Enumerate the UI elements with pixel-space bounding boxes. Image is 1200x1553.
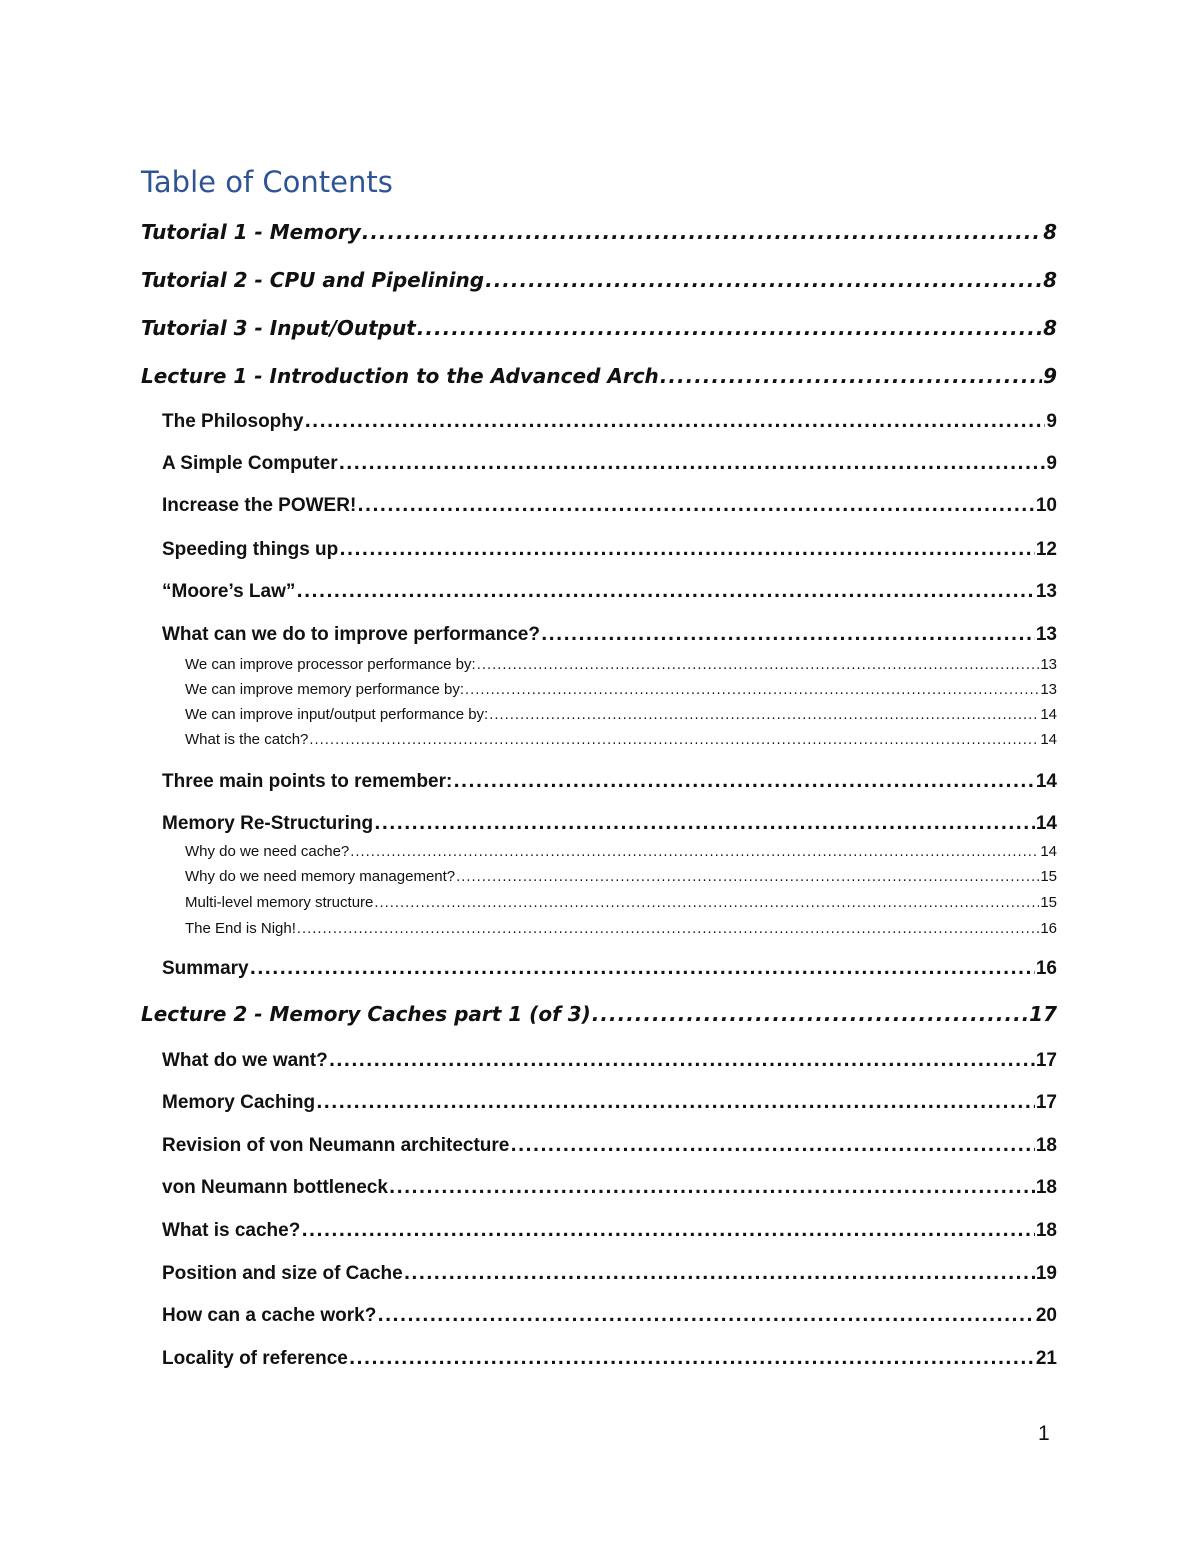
toc-entry[interactable] xyxy=(185,706,1057,724)
toc-entry[interactable] xyxy=(162,1348,1057,1372)
toc-entry-label: von Neumann bottleneck xyxy=(162,1177,388,1198)
toc-entry-label: We can improve input/output performance by: xyxy=(185,706,489,723)
toc-entry-page: 8 xyxy=(1043,316,1057,340)
toc-entry-page: 16 xyxy=(1040,920,1057,937)
toc-entry-label: Tutorial 3 - Input/Output xyxy=(141,316,416,340)
toc-entry[interactable] xyxy=(162,1177,1057,1201)
toc-leader-dots xyxy=(309,733,1039,748)
toc-entry-page: 15 xyxy=(1040,868,1057,885)
toc-entry-label: Multi-level memory structure xyxy=(185,894,374,911)
toc-entry[interactable] xyxy=(162,813,1057,837)
toc-entry-label: The Philosophy xyxy=(162,411,304,432)
toc-leader-dots xyxy=(404,1264,1035,1284)
toc-entry-label: Lecture 2 - Memory Caches part 1 (of 3) xyxy=(141,1002,591,1026)
toc-entry-page: 14 xyxy=(1040,706,1057,723)
toc-leader-dots xyxy=(377,1306,1035,1326)
toc-entry-page: 14 xyxy=(1040,843,1057,860)
toc-entry-page: 14 xyxy=(1035,771,1057,792)
toc-title: Table of Contents xyxy=(141,165,393,199)
toc-entry[interactable] xyxy=(162,1050,1057,1074)
toc-entry-label: Memory Re-Structuring xyxy=(162,813,374,834)
toc-leader-dots xyxy=(485,268,1042,292)
toc-entry[interactable] xyxy=(162,1305,1057,1329)
toc-entry-page: 8 xyxy=(1043,268,1057,292)
toc-entry-label: Three main points to remember: xyxy=(162,771,453,792)
toc-entry-label: Tutorial 1 - Memory xyxy=(141,220,361,244)
toc-entry-label: Why do we need cache? xyxy=(185,843,350,860)
toc-entry-page: 20 xyxy=(1035,1305,1057,1326)
toc-entry-label: Revision of von Neumann architecture xyxy=(162,1135,510,1156)
toc-leader-dots xyxy=(374,896,1039,911)
toc-entry-label: Lecture 1 - Introduction to the Advanced Arch xyxy=(141,364,659,388)
toc-entry-page: 18 xyxy=(1035,1135,1057,1156)
toc-entry[interactable] xyxy=(162,771,1057,795)
toc-entry-label: Locality of reference xyxy=(162,1348,348,1369)
toc-entry-label: A Simple Computer xyxy=(162,453,338,474)
toc-entry[interactable] xyxy=(185,894,1057,912)
toc-entry-label: Summary xyxy=(162,958,249,979)
toc-leader-dots xyxy=(350,845,1039,860)
toc-entry[interactable] xyxy=(162,1135,1057,1159)
toc-entry[interactable] xyxy=(162,1092,1057,1116)
toc-entry-label: What do we want? xyxy=(162,1050,328,1071)
toc-entry-page: 9 xyxy=(1043,364,1057,388)
toc-leader-dots xyxy=(329,1051,1035,1071)
toc-leader-dots xyxy=(316,1093,1035,1113)
toc-entry-label: “Moore’s Law” xyxy=(162,581,296,602)
toc-entry-page: 19 xyxy=(1035,1263,1057,1284)
toc-entry-page: 8 xyxy=(1043,220,1057,244)
toc-leader-dots xyxy=(453,772,1035,792)
toc-leader-dots xyxy=(339,454,1046,474)
toc-entry[interactable] xyxy=(185,843,1057,861)
toc-entry-page: 12 xyxy=(1035,539,1057,560)
page-number: 1 xyxy=(1038,1422,1050,1445)
toc-entry[interactable] xyxy=(162,411,1057,435)
toc-leader-dots xyxy=(357,496,1035,516)
toc-entry-page: 15 xyxy=(1040,894,1057,911)
toc-entry-label: Tutorial 2 - CPU and Pipelining xyxy=(141,268,485,292)
toc-leader-dots xyxy=(362,220,1042,244)
toc-entry-page: 13 xyxy=(1040,656,1057,673)
toc-leader-dots xyxy=(510,1136,1035,1156)
toc-entry-page: 13 xyxy=(1035,624,1057,645)
toc-entry[interactable] xyxy=(141,220,1057,248)
toc-entry[interactable] xyxy=(162,624,1057,648)
toc-entry-label: The End is Nigh! xyxy=(185,920,296,937)
toc-entry-page: 13 xyxy=(1035,581,1057,602)
toc-entry-page: 21 xyxy=(1035,1348,1057,1369)
toc-entry-page: 9 xyxy=(1046,453,1057,474)
toc-entry-label: We can improve memory performance by: xyxy=(185,681,464,698)
toc-leader-dots xyxy=(339,540,1035,560)
toc-entry-page: 18 xyxy=(1035,1177,1057,1198)
toc-entry[interactable] xyxy=(185,656,1057,674)
toc-leader-dots xyxy=(477,658,1040,673)
toc-entry[interactable] xyxy=(162,581,1057,605)
toc-leader-dots xyxy=(541,625,1035,645)
toc-leader-dots xyxy=(297,922,1039,937)
toc-entry[interactable] xyxy=(141,1002,1057,1030)
toc-entry[interactable] xyxy=(162,1220,1057,1244)
toc-entry-page: 9 xyxy=(1046,411,1057,432)
toc-entry-page: 13 xyxy=(1040,681,1057,698)
toc-entry[interactable] xyxy=(185,868,1057,886)
toc-entry-label: Speeding things up xyxy=(162,539,339,560)
toc-entry[interactable] xyxy=(185,731,1057,749)
toc-entry[interactable] xyxy=(141,364,1057,392)
toc-entry-label: What is cache? xyxy=(162,1220,301,1241)
toc-entry-label: Memory Caching xyxy=(162,1092,316,1113)
toc-entry[interactable] xyxy=(185,920,1057,938)
toc-leader-dots xyxy=(250,959,1035,979)
toc-entry-page: 14 xyxy=(1040,731,1057,748)
toc-entry-label: Position and size of Cache xyxy=(162,1263,403,1284)
toc-entry-label: Why do we need memory management? xyxy=(185,868,456,885)
toc-entry-page: 18 xyxy=(1035,1220,1057,1241)
toc-leader-dots xyxy=(389,1178,1035,1198)
toc-entry-page: 10 xyxy=(1035,495,1057,516)
toc-leader-dots xyxy=(417,316,1042,340)
toc-leader-dots xyxy=(374,814,1035,834)
toc-leader-dots xyxy=(489,708,1039,723)
toc-entry[interactable] xyxy=(141,316,1057,344)
toc-entry[interactable] xyxy=(141,268,1057,296)
toc-entry[interactable] xyxy=(185,681,1057,699)
toc-leader-dots xyxy=(465,683,1039,698)
toc-entry-label: Increase the POWER! xyxy=(162,495,357,516)
toc-leader-dots xyxy=(301,1221,1035,1241)
toc-leader-dots xyxy=(456,870,1039,885)
toc-entry-page: 17 xyxy=(1035,1092,1057,1113)
toc-leader-dots xyxy=(296,582,1034,602)
toc-entry-label: What is the catch? xyxy=(185,731,309,748)
toc-leader-dots xyxy=(349,1349,1035,1369)
toc-entry-label: What can we do to improve performance? xyxy=(162,624,540,645)
toc-entry[interactable] xyxy=(162,1263,1057,1287)
toc-entry[interactable] xyxy=(162,958,1057,982)
toc-entry-page: 16 xyxy=(1035,958,1057,979)
toc-leader-dots xyxy=(660,364,1042,388)
toc-entry[interactable] xyxy=(162,495,1057,519)
toc-entry[interactable] xyxy=(162,539,1057,563)
toc-entry[interactable] xyxy=(162,453,1057,477)
toc-entry-label: How can a cache work? xyxy=(162,1305,377,1326)
toc-entry-page: 14 xyxy=(1035,813,1057,834)
toc-entry-page: 17 xyxy=(1029,1002,1057,1026)
toc-leader-dots xyxy=(304,412,1045,432)
toc-leader-dots xyxy=(592,1002,1028,1026)
toc-entry-label: We can improve processor performance by: xyxy=(185,656,476,673)
toc-entry-page: 17 xyxy=(1035,1050,1057,1071)
